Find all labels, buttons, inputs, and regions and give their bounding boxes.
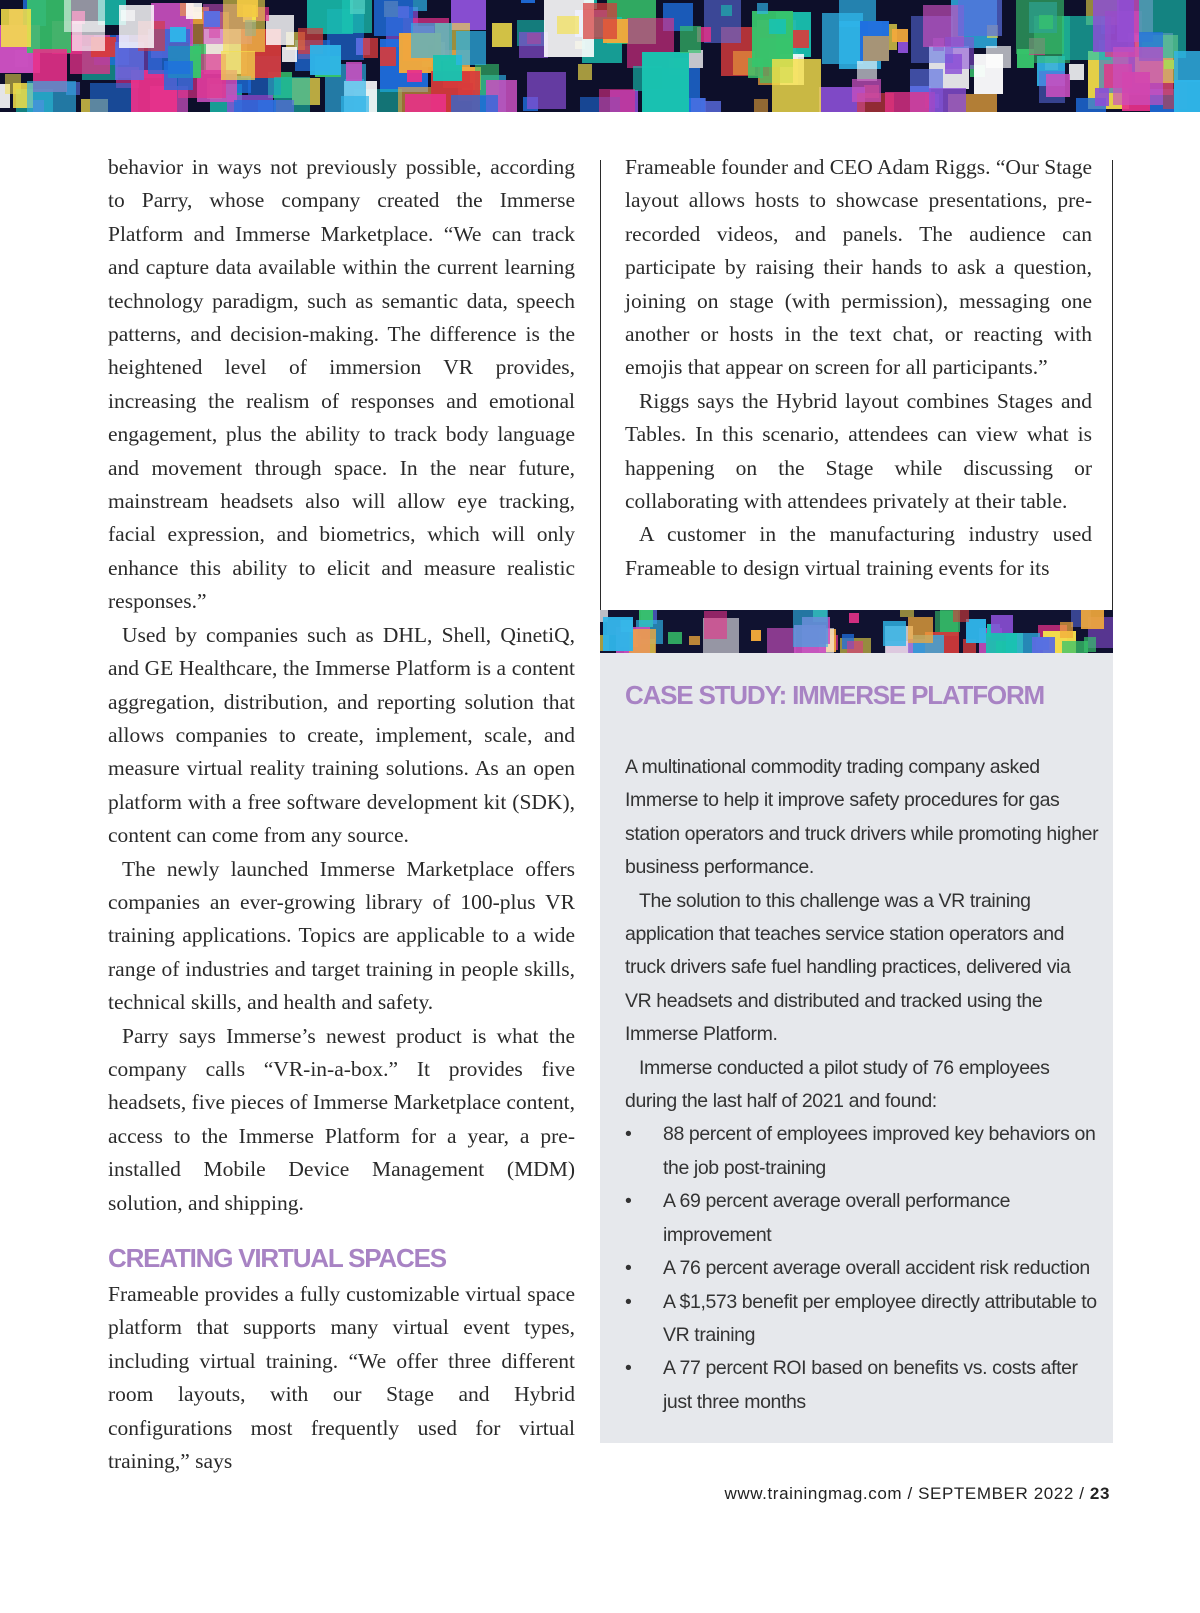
mosaic-tile (64, 0, 105, 32)
mosaic-tile (689, 636, 700, 645)
bullet-icon: • (625, 1123, 632, 1146)
mosaic-tile (170, 27, 186, 42)
mosaic-tile (1174, 80, 1200, 112)
mosaic-tile (892, 29, 908, 42)
mosaic-tile (958, 0, 1002, 36)
column-rule-right (1112, 160, 1113, 610)
body-paragraph: Riggs says the Hybrid layout combines Stages and Tables. In this scenario, attendees can view what is happening on the Stage while discussing or collaborating with attendees privately at their table. (625, 388, 1092, 514)
findings-list (625, 1118, 1100, 1419)
mosaic-tile (527, 72, 565, 110)
footer-site-date: www.trainingmag.com / SEPTEMBER 2022 / (724, 1484, 1090, 1503)
mosaic-tile (751, 630, 761, 640)
mosaic-tile (599, 89, 635, 112)
mosaic-tile (898, 41, 908, 54)
list-item (625, 1185, 1100, 1252)
list-item (625, 1118, 1100, 1185)
mosaic-tile (456, 31, 486, 66)
body-paragraph: Used by companies such as DHL, Shell, QinetiQ, and GE Healthcare, the Immerse Platform is a content aggregation, distribution, and reporting solution that allows companies to create, implement, scale, and measure virtual reality training solutions. As an open platform with a free software development kit (SDK), content can come from any source. (108, 622, 575, 848)
list-item (625, 1352, 1100, 1419)
left-column (108, 151, 575, 1478)
case-study-title: CASE STUDY: IMMERSE PLATFORM (625, 680, 1044, 710)
page-number: 23 (1089, 1484, 1110, 1503)
mosaic-tile (578, 64, 593, 80)
mosaic-tile (204, 11, 220, 26)
mosaic-tile (164, 61, 194, 90)
mosaic-tile (1, 9, 30, 47)
mosaic-tile (1069, 64, 1084, 80)
mosaic-tile (363, 38, 378, 58)
bullet-icon: • (625, 1257, 632, 1280)
mosaic-tile (642, 52, 689, 112)
list-item-text: A 69 percent average overall performance improvement (663, 1190, 1011, 1246)
mosaic-tile (603, 617, 633, 650)
mosaic-tile (691, 98, 706, 112)
mosaic-tile (1081, 610, 1104, 629)
mosaic-tile (953, 610, 968, 622)
mosaic-tile (1032, 637, 1055, 653)
mosaic-tile (223, 0, 266, 52)
mosaic-tile (757, 3, 768, 14)
list-item (625, 1252, 1100, 1285)
mosaic-tile (793, 30, 809, 48)
body-paragraph: The newly launched Immerse Marketplace offers companies an ever-growing library of 100-plus VR training applications. Topics are applicable to a wide range of industries and target training in people skills, technical skills, and health and safety. (108, 856, 575, 1015)
case-paragraph: Immerse conducted a pilot study of 76 employees during the last half of 2021 and found: (625, 1056, 1050, 1113)
mosaic-tile (908, 617, 934, 643)
mosaic-tile (668, 632, 681, 644)
mosaic-tile (1113, 47, 1163, 104)
mosaic-tile (847, 641, 862, 653)
mosaic-tile (27, 81, 77, 112)
mosaic-tile (234, 100, 275, 112)
section-heading: CREATING VIRTUAL SPACES (108, 1243, 446, 1273)
page-footer (724, 1484, 1110, 1504)
list-item (625, 1286, 1100, 1353)
mosaic-tile (863, 36, 890, 61)
mosaic-tile (1060, 622, 1073, 639)
mosaic-tile (767, 628, 797, 653)
mosaic-tile (310, 45, 341, 75)
mosaic-tile (1046, 74, 1070, 97)
body-paragraph: Frameable founder and CEO Adam Riggs. “Our Stage layout allows hosts to showcase presentations, pre-recorded videos, and panels. The audience can participate by raising their hands to ask a question, joining on stage (with permission), messaging one another or hosts in the text chat, or reacting with emojis that appear on screen for all participants.” (625, 155, 1092, 380)
case-study-mosaic-strip (600, 610, 1113, 653)
mosaic-tile (380, 47, 395, 66)
mosaic-tile (793, 610, 828, 647)
mosaic-tile (1174, 51, 1200, 82)
mosaic-tile (346, 62, 362, 81)
body-paragraph: A customer in the manufacturing industry used Frameable to design virtual training events for its (625, 522, 1092, 580)
column-rule-left (600, 160, 601, 610)
case-study-body (625, 751, 1100, 1419)
mosaic-tile (966, 619, 986, 644)
mosaic-tile (119, 5, 155, 48)
mosaic-tile (680, 26, 700, 54)
mosaic-tile (1093, 0, 1134, 52)
list-item-text: 88 percent of employees improved key behaviors on the job post-training (663, 1123, 1096, 1179)
mosaic-tile (883, 621, 906, 647)
mosaic-tile (849, 613, 859, 623)
list-item-text: A 77 percent ROI based on benefits vs. costs after just three months (663, 1357, 1078, 1413)
list-item-text: A $1,573 benefit per employee directly attributable to VR training (663, 1290, 1097, 1346)
mosaic-tile (407, 70, 421, 82)
case-paragraph: The solution to this challenge was a VR training application that teaches service station operators and truck drivers safe fuel handling practices, delivered via VR headsets and distributed and tracked using the Immerse Platform. (625, 889, 1071, 1046)
list-item-text: A 76 percent average overall accident risk reduction (663, 1257, 1090, 1280)
mosaic-tile (411, 23, 452, 58)
mosaic-tile (221, 51, 255, 80)
mosaic-tile (413, 0, 427, 11)
header-mosaic-banner (0, 0, 1200, 112)
mosaic-tile (945, 37, 975, 69)
body-paragraph: Parry says Immerse’s newest product is what the company calls “VR-in-a-box.” It provides five headsets, five pieces of Immerse Marketplace content, access to the Immerse Platform for a year, a pre-installed Mobile Device Management (MDM) solution, and shipping. (108, 1023, 575, 1215)
bullet-icon: • (625, 1357, 632, 1380)
mosaic-tile (557, 16, 579, 34)
mosaic-tile (772, 59, 821, 112)
mosaic-tile (398, 6, 409, 18)
mosaic-tile (341, 96, 370, 112)
case-paragraph: A multinational commodity trading company asked Immerse to help it improve safety procedures for gas station operators and truck drivers while promoting higher business performance. (625, 756, 1099, 879)
mosaic-tile (748, 58, 763, 78)
mosaic-tile (852, 79, 881, 103)
mosaic-tile (885, 92, 935, 112)
mosaic-tile (451, 95, 498, 112)
bullet-icon: • (625, 1290, 632, 1313)
mosaic-tile (282, 47, 298, 62)
body-paragraph: Frameable provides a fully customizable virtual space platform that supports many virtual event types, including virtual training. “We offer three different room layouts, with our Stage and Hybrid configurations most frequently used for virtual training,” says (108, 1282, 575, 1474)
right-column (625, 151, 1092, 585)
mosaic-tile (521, 0, 536, 3)
mosaic-tile (266, 15, 294, 45)
mosaic-tile (929, 88, 967, 112)
mosaic-tile (986, 46, 1011, 68)
mosaic-tile (822, 13, 863, 64)
bullet-icon: • (625, 1190, 632, 1213)
mosaic-tile (405, 94, 446, 112)
mosaic-tile (721, 5, 732, 16)
body-paragraph: behavior in ways not previously possible, according to Parry, whose company created the Immerse Platform and Immerse Marketplace. “We can track and capture data available within the current learning technology paradigm, such as semantic data, speech patterns, and decision-making. The difference is the heightened level of immersion VR provides, increasing the realism of responses and emotional engagement, plus the ability to track body language and movement through space. In the near future, mainstream headsets also will allow eye tracking, facial expression, and biometrics, which will only enhance this ability to elicit and measure realistic responses.” (108, 155, 575, 614)
mosaic-tile (704, 611, 727, 639)
mosaic-tile (769, 19, 787, 34)
mosaic-tile (1016, 0, 1065, 54)
mosaic-tile (342, 0, 372, 33)
mosaic-tile (492, 23, 512, 46)
mosaic-tile (754, 99, 768, 112)
mosaic-tile (583, 3, 617, 39)
mosaic-tile (186, 3, 202, 19)
mosaic-tile (1095, 88, 1109, 106)
mosaic-tile (629, 629, 656, 653)
mosaic-tile (1084, 637, 1096, 651)
mosaic-tile (986, 633, 1017, 653)
